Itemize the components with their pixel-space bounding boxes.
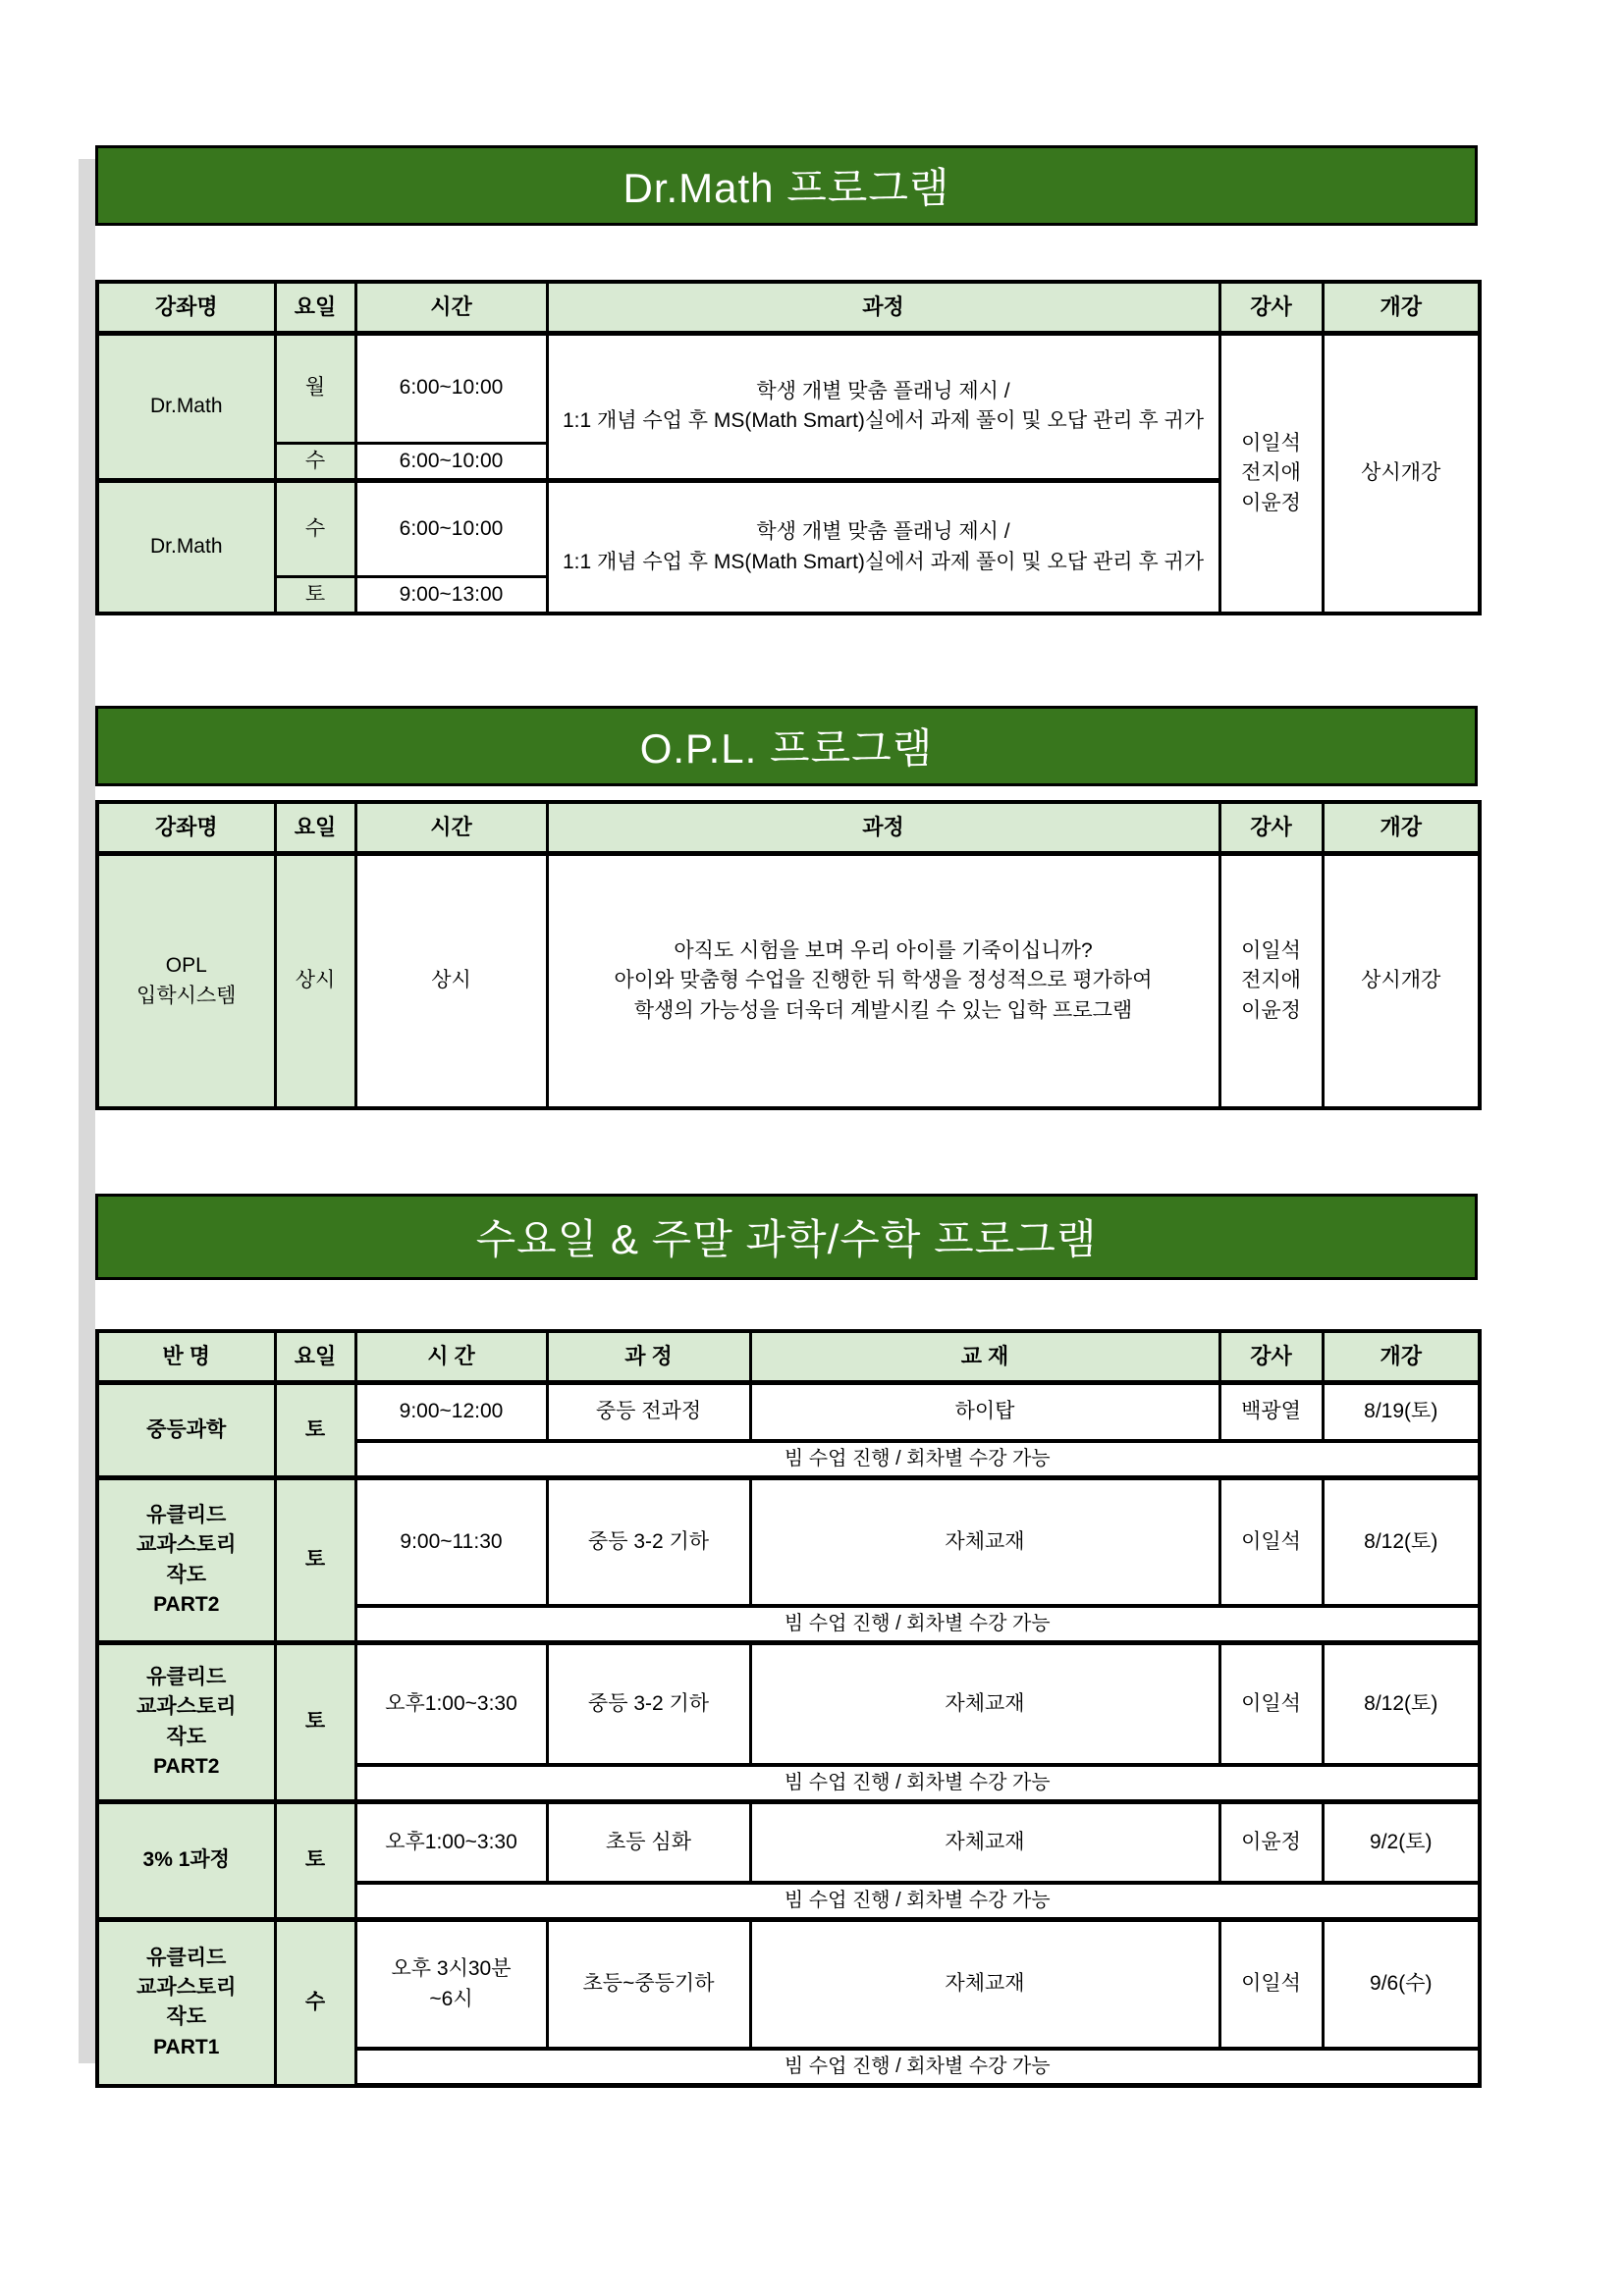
header-start: 개강 [1323, 282, 1480, 333]
class-name-line: PART1 [153, 2035, 220, 2058]
time-cell: 6:00~10:00 [355, 443, 547, 480]
class-name-line: 유클리드 [146, 1665, 227, 1688]
section1-title-bar [95, 145, 1478, 226]
header-start: 개강 [1323, 1331, 1480, 1382]
curriculum-cell: 초등 심화 [547, 1802, 750, 1883]
curriculum-cell [547, 333, 1219, 480]
time-cell: 6:00~10:00 [355, 333, 547, 443]
header-curriculum: 과 정 [547, 1331, 750, 1382]
start-cell: 8/19(토) [1323, 1382, 1480, 1441]
header-start: 개강 [1323, 802, 1480, 853]
curriculum-line: 1:1 개념 수업 후 MS(Math Smart)실에서 과제 풀이 및 오답 관리 후 귀가 [562, 550, 1205, 573]
drmath-header-row [97, 282, 1480, 333]
teacher-cell [1219, 333, 1323, 614]
weekend-header-row [97, 1331, 1480, 1382]
header-course: 강좌명 [97, 802, 275, 853]
curriculum-cell [547, 480, 1219, 614]
day-cell: 수 [275, 443, 355, 480]
opl-data-row [97, 853, 1480, 1108]
day-cell: 토 [275, 1642, 355, 1802]
note-cell: 빔 수업 진행 / 회차별 수강 가능 [355, 1441, 1480, 1478]
teacher-cell: 백광열 [1219, 1382, 1323, 1441]
teacher-cell: 이윤정 [1219, 1802, 1323, 1883]
start-cell: 8/12(토) [1323, 1642, 1480, 1765]
class-name-line: 작도 [166, 1725, 207, 1748]
header-day: 요일 [275, 802, 355, 853]
teacher-cell: 이일석 [1219, 1919, 1323, 2049]
curriculum-line: 1:1 개념 수업 후 MS(Math Smart)실에서 과제 풀이 및 오답 관리 후 귀가 [562, 409, 1205, 433]
day-cell: 토 [275, 1478, 355, 1643]
header-curriculum: 과정 [547, 282, 1219, 333]
curriculum-cell: 중등 전과정 [547, 1382, 750, 1441]
header-teacher: 강사 [1219, 1331, 1323, 1382]
start-cell: 상시개강 [1323, 853, 1480, 1108]
textbook-cell: 자체교재 [750, 1642, 1219, 1765]
curriculum-cell [547, 853, 1219, 1108]
class-name-line: 유클리드 [146, 1946, 227, 1969]
note-cell: 빔 수업 진행 / 회차별 수강 가능 [355, 1883, 1480, 1920]
day-cell: 토 [275, 1802, 355, 1920]
curriculum-cell: 중등 3-2 기하 [547, 1478, 750, 1606]
class-name-cell [97, 1919, 275, 2086]
section2-title: O.P.L. 프로그램 [639, 725, 934, 773]
day-cell: 수 [275, 480, 355, 576]
class-name-line: 교과스토리 [136, 1533, 237, 1557]
time-cell: 6:00~10:00 [355, 480, 547, 576]
curriculum-line: 학생 개별 맞춤 플래닝 제시 / [756, 520, 1010, 544]
class-row [97, 1802, 1480, 1883]
class-name-line: 중등과학 [146, 1417, 227, 1441]
teacher-cell [1219, 853, 1323, 1108]
time-cell: 오후1:00~3:30 [355, 1642, 547, 1765]
note-cell: 빔 수업 진행 / 회차별 수강 가능 [355, 2049, 1480, 2086]
class-name-line: 교과스토리 [136, 1975, 237, 1999]
drmath-block1-row1 [97, 333, 1480, 443]
curriculum-line: 아이와 맞춤형 수업을 진행한 뒤 학생을 정성적으로 평가하여 [614, 969, 1153, 992]
course-cell [97, 853, 275, 1108]
day-cell: 토 [275, 1382, 355, 1478]
textbook-cell: 자체교재 [750, 1478, 1219, 1606]
note-cell: 빔 수업 진행 / 회차별 수강 가능 [355, 1765, 1480, 1802]
teacher-name: 이윤정 [1241, 491, 1301, 514]
class-name-line: 작도 [166, 2005, 207, 2029]
weekend-program-table [95, 1329, 1482, 2088]
class-name-cell [97, 1802, 275, 1920]
header-textbook: 교 재 [750, 1331, 1219, 1382]
class-name-line: 작도 [166, 1563, 207, 1586]
class-name-line: PART2 [153, 1755, 220, 1779]
textbook-cell: 자체교재 [750, 1802, 1219, 1883]
class-row [97, 1382, 1480, 1441]
day-cell: 월 [275, 333, 355, 443]
time-cell: 상시 [355, 853, 547, 1108]
note-cell: 빔 수업 진행 / 회차별 수강 가능 [355, 1606, 1480, 1643]
header-time: 시간 [355, 282, 547, 333]
teacher-cell: 이일석 [1219, 1478, 1323, 1606]
class-row [97, 1478, 1480, 1606]
teacher-name: 이일석 [1241, 431, 1301, 454]
opl-header-row [97, 802, 1480, 853]
teacher-name: 이일석 [1241, 938, 1301, 962]
teacher-name: 이윤정 [1241, 998, 1301, 1022]
drmath-table [95, 280, 1482, 615]
section3-title-bar [95, 1194, 1478, 1280]
curriculum-line: 아직도 시험을 보며 우리 아이를 기죽이십니까? [674, 938, 1093, 962]
course-cell: Dr.Math [97, 480, 275, 614]
class-row [97, 1642, 1480, 1765]
class-name-line: 유클리드 [146, 1503, 227, 1526]
course-line: OPL [165, 954, 207, 978]
section1-title: Dr.Math 프로그램 [623, 165, 950, 211]
course-cell: Dr.Math [97, 333, 275, 480]
day-cell: 상시 [275, 853, 355, 1108]
day-cell: 토 [275, 576, 355, 614]
teacher-name: 전지애 [1241, 969, 1301, 992]
teacher-cell: 이일석 [1219, 1642, 1323, 1765]
header-teacher: 강사 [1219, 282, 1323, 333]
curriculum-cell: 초등~중등기하 [547, 1919, 750, 2049]
header-time: 시간 [355, 802, 547, 853]
start-cell: 9/6(수) [1323, 1919, 1480, 2049]
curriculum-cell: 중등 3-2 기하 [547, 1642, 750, 1765]
course-line: 입학시스템 [136, 984, 237, 1007]
textbook-cell: 하이탑 [750, 1382, 1219, 1441]
content-column [95, 0, 1478, 2088]
class-name-cell [97, 1642, 275, 1802]
class-name-cell [97, 1382, 275, 1478]
time-cell: 9:00~11:30 [355, 1478, 547, 1606]
header-class-name: 반 명 [97, 1331, 275, 1382]
teacher-name: 전지애 [1241, 461, 1301, 485]
start-cell: 9/2(토) [1323, 1802, 1480, 1883]
day-cell: 수 [275, 1919, 355, 2086]
curriculum-line: 학생 개별 맞춤 플래닝 제시 / [756, 379, 1010, 402]
header-day: 요일 [275, 282, 355, 333]
time-line: ~6시 [429, 1987, 473, 2010]
class-name-line: PART2 [153, 1593, 220, 1617]
left-shadow-strip [79, 159, 95, 2063]
class-name-cell [97, 1478, 275, 1643]
class-name-line: 교과스토리 [136, 1695, 237, 1719]
section2-title-bar [95, 706, 1478, 786]
time-cell: 9:00~12:00 [355, 1382, 547, 1441]
start-cell: 8/12(토) [1323, 1478, 1480, 1606]
time-cell: 9:00~13:00 [355, 576, 547, 614]
curriculum-line: 학생의 가능성을 더욱더 계발시킬 수 있는 입학 프로그램 [633, 998, 1133, 1022]
class-row [97, 1919, 1480, 2049]
header-teacher: 강사 [1219, 802, 1323, 853]
header-course: 강좌명 [97, 282, 275, 333]
textbook-cell: 자체교재 [750, 1919, 1219, 2049]
header-curriculum: 과정 [547, 802, 1219, 853]
header-time: 시 간 [355, 1331, 547, 1382]
start-cell: 상시개강 [1323, 333, 1480, 614]
time-cell: 오후1:00~3:30 [355, 1802, 547, 1883]
time-cell [355, 1919, 547, 2049]
section3-title: 수요일 & 주말 과학/수학 프로그램 [475, 1216, 1098, 1263]
opl-table [95, 800, 1482, 1110]
time-line: 오후 3시30분 [391, 1957, 512, 1981]
class-name-line: 3% 1과정 [142, 1848, 230, 1872]
header-day: 요일 [275, 1331, 355, 1382]
